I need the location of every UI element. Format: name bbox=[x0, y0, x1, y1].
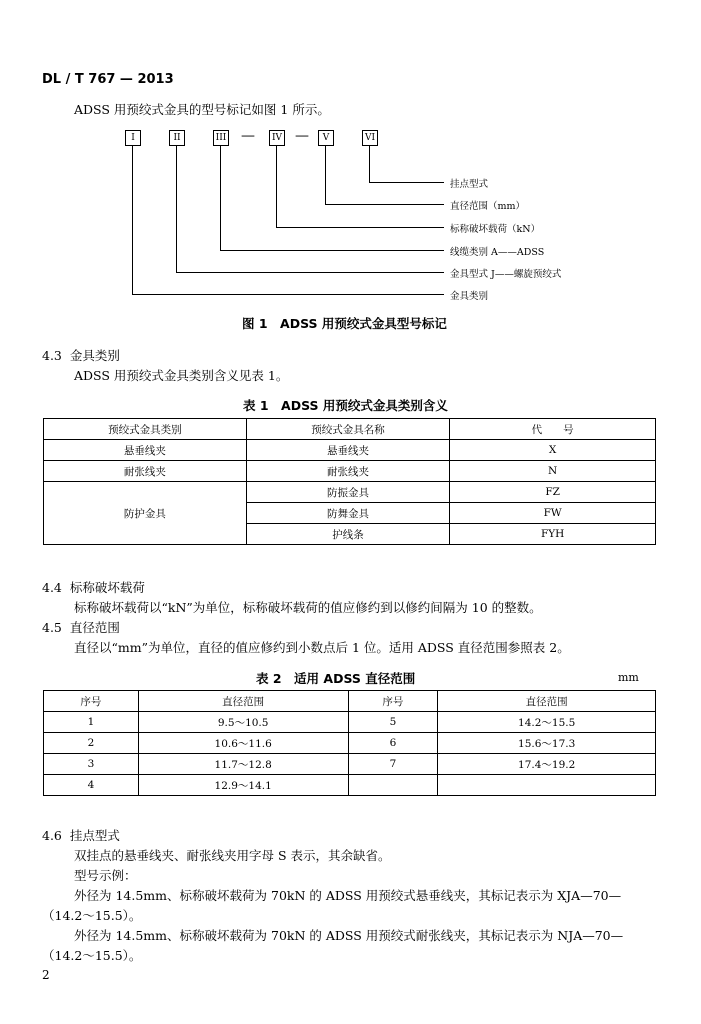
box-3: III bbox=[213, 130, 229, 146]
table-cell: 护线条 bbox=[246, 524, 450, 545]
table-cell: FZ bbox=[450, 482, 656, 503]
section-4-3-text: ADSS 用预绞式金具类别含义见表 1。 bbox=[74, 368, 289, 383]
box-2: II bbox=[169, 130, 185, 146]
table-cell: X bbox=[450, 440, 656, 461]
dash-1: — bbox=[241, 128, 255, 144]
connector-v3 bbox=[220, 146, 221, 250]
table-cell: 12.9～14.1 bbox=[138, 775, 348, 796]
label-diameter-range: 直径范围（mm） bbox=[450, 201, 526, 212]
table-cell: 6 bbox=[348, 733, 438, 754]
table-header-cell: 序号 bbox=[44, 691, 139, 712]
table-cell: 4 bbox=[44, 775, 139, 796]
section-number: 4.4 bbox=[42, 580, 62, 595]
table-row bbox=[44, 775, 656, 796]
table-cell: 1 bbox=[44, 712, 139, 733]
section-4-6-heading bbox=[42, 826, 128, 844]
label-attachment-type: 挂点型式 bbox=[450, 179, 489, 190]
label-cable-type: 线缆类别 A——ADSS bbox=[450, 247, 545, 258]
box-4: IV bbox=[269, 130, 285, 146]
example-label: 型号示例： bbox=[74, 868, 137, 883]
page-number: 2 bbox=[42, 968, 50, 982]
example2-line2: （14.2～15.5）。 bbox=[42, 948, 142, 963]
section-title: 挂点型式 bbox=[69, 828, 120, 843]
connector-v2 bbox=[176, 146, 177, 272]
connector-h4 bbox=[276, 227, 444, 228]
label-fitting-category: 金具类别 bbox=[450, 291, 489, 302]
intro-text: ADSS 用预绞式金具的型号标记如图 1 所示。 bbox=[74, 102, 330, 117]
section-number: 4.5 bbox=[42, 620, 62, 635]
example2-line1: 外径为 14.5mm、标称破坏载荷为 70kN 的 ADSS 用预绞式耐张线夹，其标记表示为 NJA—70— bbox=[74, 928, 624, 943]
table-cell: 11.7～12.8 bbox=[138, 754, 348, 775]
table-cell: 悬垂线夹 bbox=[246, 440, 450, 461]
document-header: DL / T 767 — 2013 bbox=[42, 72, 174, 87]
box-1: I bbox=[125, 130, 141, 146]
table-header-cell: 预绞式金具名称 bbox=[246, 419, 450, 440]
section-4-4-text: 标称破坏载荷以“kN”为单位，标称破坏载荷的值应修约到以修约间隔为 10 的整数。 bbox=[74, 600, 542, 615]
table-cell: 10.6～11.6 bbox=[138, 733, 348, 754]
table1 bbox=[43, 418, 656, 545]
connector-v4 bbox=[276, 146, 277, 227]
connector-h2 bbox=[176, 272, 444, 273]
connector-h1 bbox=[132, 294, 444, 295]
table-cell: 5 bbox=[348, 712, 438, 733]
table-cell: 14.2～15.5 bbox=[438, 712, 656, 733]
section-4-3-heading bbox=[42, 346, 128, 364]
table-cell: 耐张线夹 bbox=[246, 461, 450, 482]
section-4-6-text: 双挂点的悬垂线夹、耐张线夹用字母 S 表示，其余缺省。 bbox=[74, 848, 391, 863]
table-row bbox=[44, 754, 656, 775]
table2-unit: mm bbox=[618, 671, 639, 684]
connector-h6 bbox=[369, 182, 444, 183]
table-cell bbox=[348, 775, 438, 796]
table-cell: FW bbox=[450, 503, 656, 524]
section-number: 4.6 bbox=[42, 828, 62, 843]
example1-line1: 外径为 14.5mm、标称破坏载荷为 70kN 的 ADSS 用预绞式悬垂线夹，其标记表示为 XJA—70— bbox=[74, 888, 622, 903]
table-cell: 17.4～19.2 bbox=[438, 754, 656, 775]
table-row bbox=[44, 440, 656, 461]
section-title: 金具类别 bbox=[69, 348, 120, 363]
label-fitting-type: 金具型式 J——螺旋预绞式 bbox=[450, 269, 562, 280]
table-header-cell: 代 号 bbox=[450, 419, 656, 440]
box-5: V bbox=[318, 130, 334, 146]
table-cell: 防振金具 bbox=[246, 482, 450, 503]
section-number: 4.3 bbox=[42, 348, 62, 363]
section-title: 直径范围 bbox=[69, 620, 120, 635]
table-cell: 2 bbox=[44, 733, 139, 754]
table-header-cell: 直径范围 bbox=[138, 691, 348, 712]
table-row bbox=[44, 482, 656, 503]
dash-2: — bbox=[295, 128, 309, 144]
table-cell: 防护金具 bbox=[44, 482, 247, 545]
table-header-cell: 预绞式金具类别 bbox=[44, 419, 247, 440]
table-cell: 15.6～17.3 bbox=[438, 733, 656, 754]
table2-caption: 表 2 适用 ADSS 直径范围 bbox=[256, 671, 416, 686]
figure-caption: 图 1 ADSS 用预绞式金具型号标记 bbox=[242, 316, 447, 331]
connector-h3 bbox=[220, 250, 444, 251]
table-cell: N bbox=[450, 461, 656, 482]
table-row bbox=[44, 733, 656, 754]
table2 bbox=[43, 690, 656, 796]
label-breaking-load: 标称破坏载荷（kN） bbox=[450, 224, 541, 235]
table-row bbox=[44, 712, 656, 733]
table-cell: 7 bbox=[348, 754, 438, 775]
table-row bbox=[44, 691, 656, 712]
table-header-cell: 直径范围 bbox=[438, 691, 656, 712]
section-4-4-heading bbox=[42, 578, 153, 596]
table-cell: 耐张线夹 bbox=[44, 461, 247, 482]
table-cell: 9.5～10.5 bbox=[138, 712, 348, 733]
table-header-cell: 序号 bbox=[348, 691, 438, 712]
table-row bbox=[44, 419, 656, 440]
connector-v5 bbox=[325, 146, 326, 204]
table-cell: 悬垂线夹 bbox=[44, 440, 247, 461]
connector-v6 bbox=[369, 146, 370, 182]
example1-line2: （14.2～15.5）。 bbox=[42, 908, 142, 923]
box-6: VI bbox=[362, 130, 378, 146]
table-cell: 防舞金具 bbox=[246, 503, 450, 524]
section-title: 标称破坏载荷 bbox=[69, 580, 145, 595]
table-cell: FYH bbox=[450, 524, 656, 545]
section-4-5-heading bbox=[42, 618, 128, 636]
table-row bbox=[44, 461, 656, 482]
table-cell bbox=[438, 775, 656, 796]
section-4-5-text: 直径以“mm”为单位，直径的值应修约到小数点后 1 位。适用 ADSS 直径范围参照表 2。 bbox=[74, 640, 570, 655]
connector-v1 bbox=[132, 146, 133, 294]
table1-caption: 表 1 ADSS 用预绞式金具类别含义 bbox=[243, 398, 448, 413]
table-cell: 3 bbox=[44, 754, 139, 775]
connector-h5 bbox=[325, 204, 444, 205]
